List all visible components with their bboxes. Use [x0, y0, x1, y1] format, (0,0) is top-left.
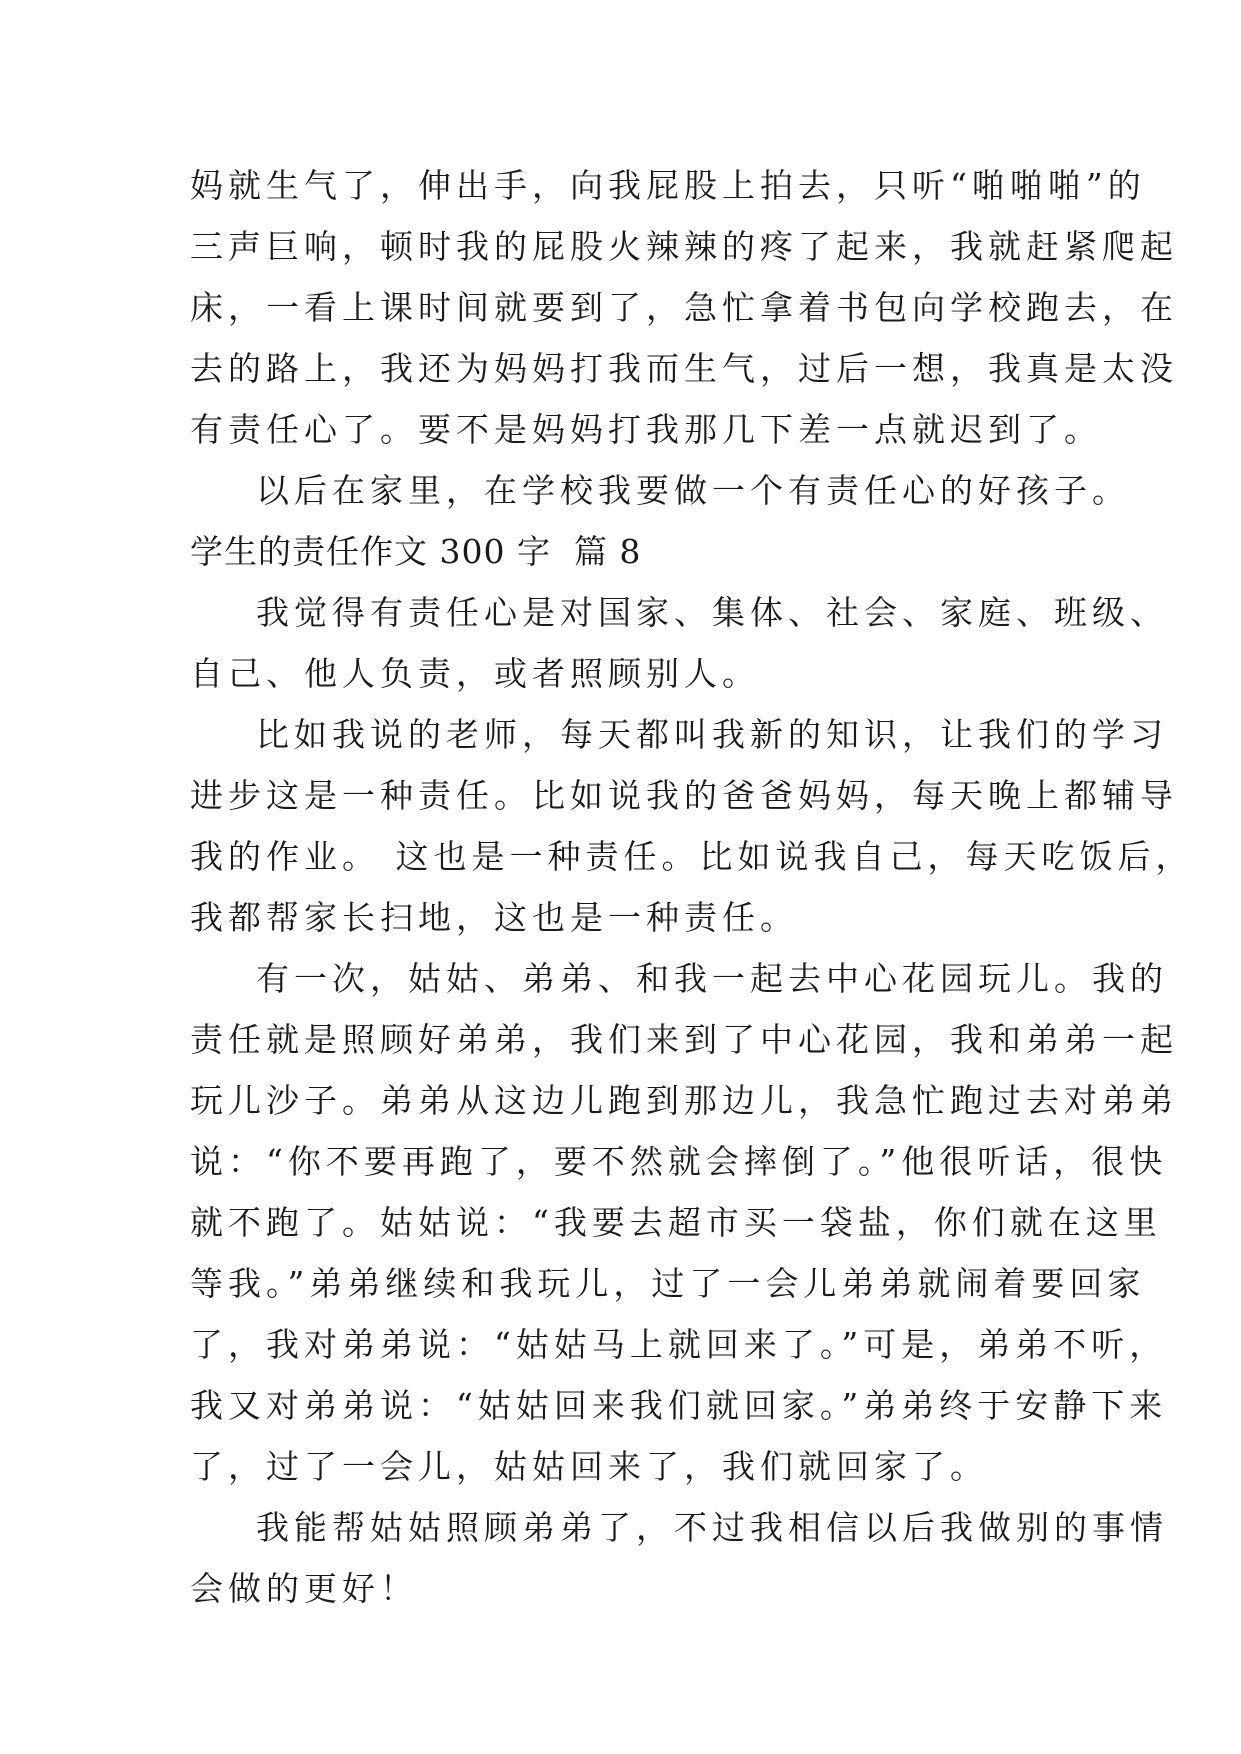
- text-line: 我都帮家长扫地，这也是一种责任。: [190, 898, 798, 937]
- text-line: 有责任心了。要不是妈妈打我那几下差一点就迟到了。: [190, 410, 1102, 449]
- essay-heading: 学生的责任作文 300 字 篇 8: [190, 532, 642, 571]
- text-line: 了，我对弟弟说：“姑姑马上就回来了。”可是，弟弟不听，: [190, 1325, 1168, 1364]
- text-line: 我的作业。 这也是一种责任。比如说我自己，每天吃饭后，: [190, 837, 1194, 876]
- text-line: 玩儿沙子。弟弟从这边儿跑到那边儿，我急忙跑过去对弟弟: [190, 1081, 1178, 1120]
- paragraph-start-line: 我觉得有责任心是对国家、集体、社会、家庭、班级、: [256, 593, 1168, 632]
- text-line: 进步这是一种责任。比如说我的爸爸妈妈，每天晚上都辅导: [190, 776, 1178, 815]
- text-line: 妈就生气了，伸出手，向我屁股上拍去，只听“啪啪啪”的: [190, 166, 1146, 205]
- text-line: 了，过了一会儿，姑姑回来了，我们就回家了。: [190, 1447, 988, 1486]
- text-line: 会做的更好！: [190, 1569, 418, 1608]
- text-line: 去的路上，我还为妈妈打我而生气，过后一想，我真是太没: [190, 349, 1178, 388]
- text-line: 床，一看上课时间就要到了，急忙拿着书包向学校跑去，在: [190, 288, 1178, 327]
- paragraph-start-line: 我能帮姑姑照顾弟弟了，不过我相信以后我做别的事情: [256, 1508, 1168, 1547]
- paragraph-start-line: 比如我说的老师，每天都叫我新的知识，让我们的学习: [256, 715, 1168, 754]
- text-line: 等我。”弟弟继续和我玩儿，过了一会儿弟弟就闹着要回家: [190, 1264, 1146, 1303]
- text-line: 责任就是照顾好弟弟，我们来到了中心花园，我和弟弟一起: [190, 1020, 1178, 1059]
- paragraph-start-line: 以后在家里，在学校我要做一个有责任心的好孩子。: [256, 471, 1130, 510]
- paragraph-start-line: 有一次，姑姑、弟弟、和我一起去中心花园玩儿。我的: [256, 959, 1168, 998]
- text-line: 就不跑了。姑姑说：“我要去超市买一袋盐，你们就在这里: [190, 1203, 1162, 1242]
- essay-body: [190, 155, 1194, 1619]
- text-line: 自己、他人负责，或者照顾别人。: [190, 654, 760, 693]
- text-line: 说：“你不要再跑了，要不然就会摔倒了。”他很听话，很快: [190, 1142, 1168, 1181]
- text-line: 三声巨响，顿时我的屁股火辣辣的疼了起来，我就赶紧爬起: [190, 227, 1178, 266]
- text-line: 我又对弟弟说：“姑姑回来我们就回家。”弟弟终于安静下来: [190, 1386, 1168, 1425]
